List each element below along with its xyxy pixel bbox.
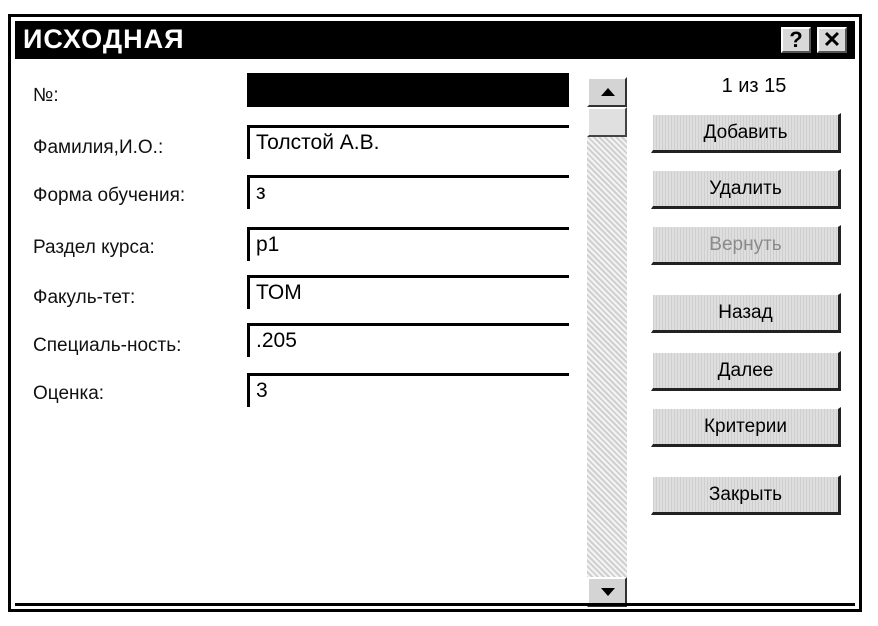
add-button[interactable]: Добавить — [651, 113, 841, 153]
criteria-button[interactable]: Критерии — [651, 407, 841, 447]
record-scrollbar[interactable] — [587, 77, 627, 607]
field-input-specialty[interactable]: .205 — [247, 323, 569, 357]
field-label-number: №: — [33, 85, 59, 106]
arrow-down-icon — [601, 588, 615, 596]
next-button[interactable]: Далее — [651, 351, 841, 391]
field-input-grade[interactable]: 3 — [247, 373, 569, 407]
close-button[interactable]: Закрыть — [651, 475, 841, 515]
data-form-dialog — [8, 14, 862, 612]
field-input-number[interactable] — [247, 73, 569, 107]
close-icon: ✕ — [822, 27, 842, 52]
title-bar — [15, 21, 855, 59]
field-label-course-section: Раздел курса: — [33, 237, 155, 258]
window-title: ИСХОДНАЯ — [23, 24, 185, 54]
arrow-up-icon — [601, 88, 615, 96]
field-label-study-form: Форма обучения: — [33, 185, 186, 206]
window-bottom-border — [15, 603, 855, 606]
scroll-up-button[interactable] — [587, 77, 627, 107]
help-button[interactable]: ? — [781, 27, 811, 53]
scroll-thumb[interactable] — [587, 107, 627, 137]
field-label-specialty: Специаль-ность: — [33, 335, 182, 356]
record-counter: 1 из 15 — [721, 75, 787, 97]
field-label-name: Фамилия,И.О.: — [33, 137, 164, 158]
field-label-faculty: Факуль-тет: — [33, 287, 136, 308]
field-input-course-section[interactable]: р1 — [247, 227, 569, 261]
back-button[interactable]: Назад — [651, 293, 841, 333]
field-input-name[interactable]: Толстой А.В. — [247, 125, 569, 159]
close-window-button[interactable] — [817, 27, 847, 53]
field-input-faculty[interactable]: ТОМ — [247, 275, 569, 309]
restore-button[interactable]: Вернуть — [651, 225, 841, 265]
delete-button[interactable]: Удалить — [651, 169, 841, 209]
field-label-grade: Оценка: — [33, 383, 105, 404]
field-input-study-form[interactable]: з — [247, 175, 569, 209]
